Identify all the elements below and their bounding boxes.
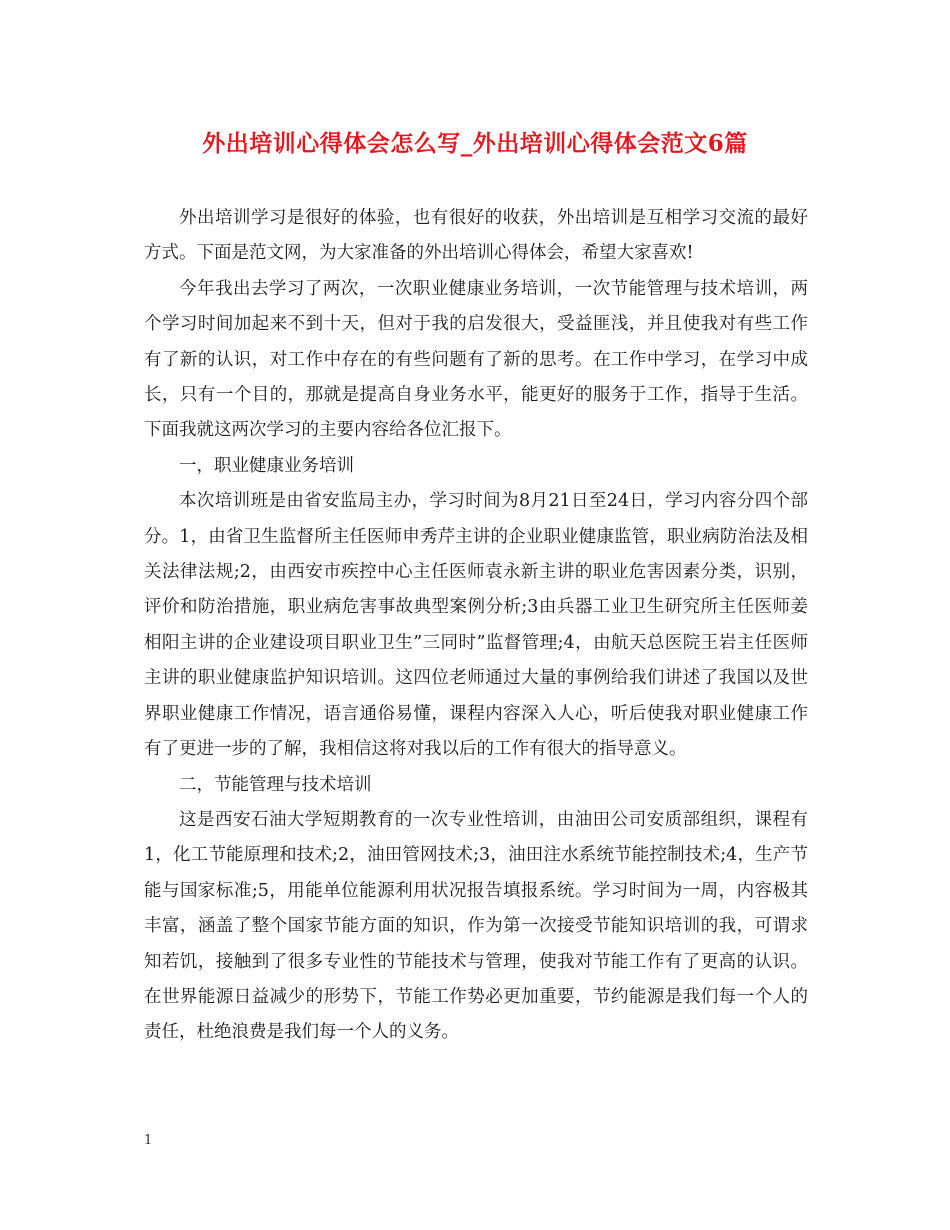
paragraph-energy-saving: 这是西安石油大学短期教育的一次专业性培训，由油田公司安质部组织，课程有1，化工节能原理和技术;2，油田管网技术;3，油田注水系统节能控制技术;4，生产节能与国家标准;5，用能单位能源利用状况报告填报系统。学习时间为一周，内容极其丰富，涵盖了整个国家节能方面的知识，作为第一次接受节能知识培训的我，可谓求知若饥，接触到了很多专业性的节能技术与管理，使我对节能工作有了更高的认识。在世界能源日益减少的形势下，节能工作势必更加重要，节约能源是我们每一个人的责任，杜绝浪费是我们每一个人的义务。 [144, 809, 808, 1043]
document-title: 外出培训心得体会怎么写_外出培训心得体会范文6篇 [202, 130, 748, 157]
paragraph-overview: 今年我出去学习了两次，一次职业健康业务培训，一次节能管理与技术培训，两个学习时间加起来不到十天，但对于我的启发很大，受益匪浅，并且使我对有些工作有了新的认识，对工作中存在的有些问题有了新的思考。在工作中学习，在学习中成长，只有一个目的，那就是提高自身业务水平，能更好的服务于工作，指导于生活。下面我就这两次学习的主要内容给各位汇报下。 [144, 278, 808, 441]
section-heading-energy-saving: 二，节能管理与技术培训 [179, 774, 372, 795]
document-body [144, 201, 808, 1051]
paragraph-intro: 外出培训学习是很好的体验，也有很好的收获，外出培训是互相学习交流的最好方式。下面是范文网，为大家准备的外出培训心得体会，希望大家喜欢! [144, 208, 808, 264]
section-heading-occupational-health: 一，职业健康业务培训 [179, 455, 354, 476]
page-number: 1 [144, 1133, 153, 1148]
paragraph-occupational-health: 本次培训班是由省安监局主办，学习时间为8月21日至24日，学习内容分四个部分。1，由省卫生监督所主任医师申秀芹主讲的企业职业健康监管，职业病防治法及相关法律法规;2，由西安市疾控中心主任医师袁永新主讲的职业危害因素分类，识别，评价和防治措施，职业病危害事故典型案例分析;3由兵器工业卫生研究所主任医师姜相阳主讲的企业建设项目职业卫生”三同时”监督管理;4，由航天总医院王岩主任医师主讲的职业健康监护知识培训。这四位老师通过大量的事例给我们讲述了我国以及世界职业健康工作情况，语言通俗易懂，课程内容深入人心，听后使我对职业健康工作有了更进一步的了解，我相信这将对我以后的工作有很大的指导意义。 [144, 491, 808, 760]
